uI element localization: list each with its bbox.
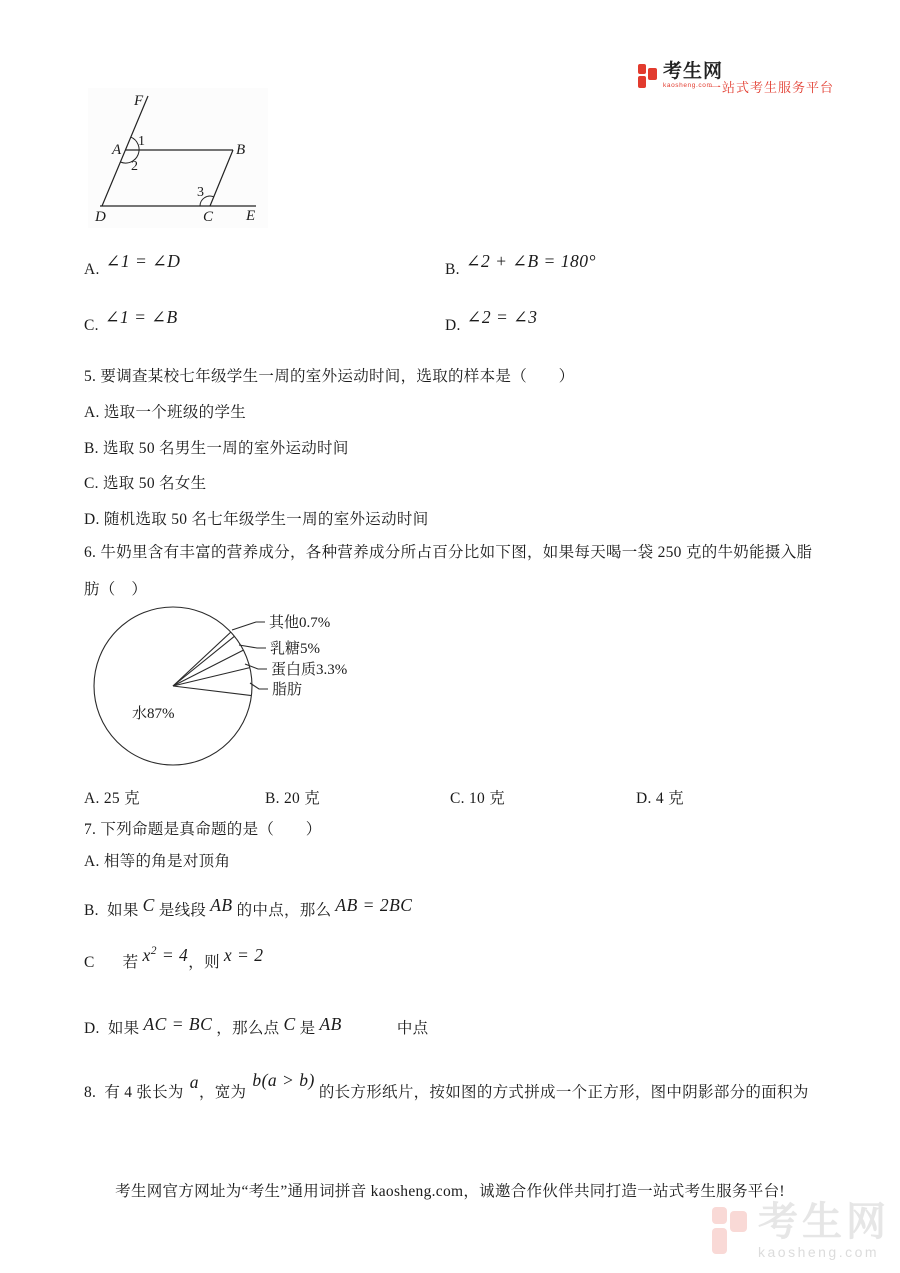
text-segment: 张长为	[136, 1084, 184, 1101]
math-base: x	[142, 945, 151, 965]
pie-slice-boundary	[173, 650, 243, 686]
option-label: B.	[445, 261, 460, 278]
option-formula: ∠2 = ∠3	[466, 307, 538, 327]
q4-option-c	[84, 307, 178, 335]
q7-option-b	[84, 895, 413, 920]
q5-option-b: B. 选取 50 名男生一周的室外运动时间	[84, 440, 349, 457]
option-label: B.	[84, 902, 99, 919]
figure-label-E: E	[246, 208, 256, 224]
logo-domain: kaosheng.com	[663, 82, 713, 89]
watermark-mark-icon	[712, 1202, 750, 1256]
pie-label-other: 其他0.7%	[269, 615, 331, 631]
q6-option-d: D. 4 克	[636, 790, 684, 807]
figure-angle-2: 2	[131, 159, 138, 174]
text-segment: ，那么点	[216, 1020, 280, 1037]
pie-label-lactose: 乳糖5%	[270, 641, 320, 657]
q7-option-a: A. 相等的角是对顶角	[84, 853, 231, 870]
number-segment: 4	[124, 1084, 133, 1101]
math-superscript: 2	[150, 945, 157, 958]
text-segment: 如果	[107, 1020, 140, 1037]
math-segment: AB	[210, 895, 233, 915]
figure-label-F: F	[134, 93, 144, 109]
math-rest: = 4	[156, 945, 189, 965]
q5-option-a: A. 选取一个班级的学生	[84, 404, 247, 421]
milk-pie-chart	[86, 600, 386, 780]
option-formula: ∠1 = ∠B	[104, 307, 178, 327]
text-segment: ，宽为	[198, 1084, 247, 1101]
math-segment: x = 2	[223, 945, 264, 965]
math-segment: C	[142, 895, 155, 915]
pie-callout-line	[250, 683, 268, 689]
text-segment: 的长方形纸片，按如图的方式拼成一个正方形，图中阴影部分的面积为	[318, 1084, 809, 1101]
option-label: D.	[84, 1020, 100, 1037]
math-segment: b(a > b)	[252, 1070, 315, 1090]
option-label: D.	[445, 317, 461, 334]
figure-label-A: A	[112, 142, 122, 158]
q5-option-d: D. 随机选取 50 名七年级学生一周的室外运动时间	[84, 511, 429, 528]
q4-option-b	[445, 251, 596, 279]
q6-stem-line2: 肪（ ）	[84, 581, 148, 598]
q6-stem-line1: 6. 牛奶里含有丰富的营养成分，各种营养成分所占百分比如下图，如果每天喝一袋 250 克的牛奶能摄入脂	[84, 544, 813, 561]
text-segment: 是线段	[158, 902, 207, 919]
q6-option-a: A. 25 克	[84, 790, 140, 807]
pie-callout-line	[239, 645, 266, 648]
q5-option-c: C. 选取 50 名女生	[84, 475, 207, 492]
pie-slice-boundary	[173, 632, 231, 686]
math-segment: AC = BC	[143, 1014, 213, 1034]
figure-label-D: D	[95, 209, 106, 225]
q8-stem	[84, 1070, 809, 1102]
text-segment: ，则	[188, 954, 220, 971]
pie-label-fat: 脂肪	[272, 682, 303, 698]
pie-callout-line	[232, 622, 265, 630]
option-label: A.	[84, 261, 100, 278]
q6-option-b: B. 20 克	[265, 790, 321, 807]
math-segment: AB = 2BC	[335, 895, 413, 915]
math-segment: a	[189, 1072, 199, 1092]
geometry-figure	[88, 88, 268, 228]
question-number: 8.	[84, 1084, 97, 1101]
option-formula: ∠2 + ∠B = 180°	[465, 251, 596, 271]
q7-option-d	[84, 1016, 428, 1038]
figure-line-FD	[102, 96, 148, 206]
footer-text: 考生网官方网址为“考生”通用词拼音 kaosheng.com，诚邀合作伙伴共同打造一站式考生服务平台!	[115, 1183, 785, 1200]
figure-angle-3: 3	[197, 185, 204, 200]
figure-angle-1: 1	[138, 134, 145, 149]
option-label: C.	[84, 317, 99, 334]
figure-line-BC	[210, 150, 233, 206]
option-label: C	[84, 954, 95, 971]
q7-stem: 7. 下列命题是真命题的是（ ）	[84, 821, 322, 838]
text-segment: 是	[299, 1020, 316, 1037]
watermark-text	[758, 1202, 890, 1260]
text-segment: 的中点，那么	[236, 902, 332, 919]
logo-brand: 考生网	[663, 61, 724, 82]
q7-option-c	[84, 945, 264, 972]
math-segment: AB	[319, 1014, 342, 1034]
watermark-logo	[712, 1202, 890, 1260]
q5-stem: 5. 要调查某校七年级学生一周的室外运动时间，选取的样本是（ ）	[84, 368, 575, 385]
text-segment: 有	[104, 1084, 121, 1101]
watermark-domain: kaosheng.com	[758, 1244, 880, 1260]
figure-label-B: B	[236, 142, 246, 158]
pie-label-protein: 蛋白质3.3%	[271, 662, 348, 678]
pie-label-water: 水87%	[132, 706, 175, 722]
text-segment: 如果	[107, 902, 139, 919]
q4-option-d	[445, 307, 538, 335]
math-segment	[142, 945, 188, 965]
pie-slice-boundary	[173, 686, 251, 696]
q6-option-c: C. 10 克	[450, 790, 506, 807]
option-formula: ∠1 = ∠D	[105, 251, 181, 271]
text-segment: 中点	[396, 1020, 429, 1037]
math-segment: C	[283, 1014, 296, 1034]
watermark-brand: 考生网	[758, 1200, 890, 1244]
logo-tagline: 一站式考生服务平台	[708, 80, 835, 95]
logo-mark-icon	[638, 62, 658, 88]
text-segment: 若	[122, 954, 139, 971]
q4-option-a	[84, 251, 181, 279]
figure-label-C: C	[203, 209, 214, 225]
